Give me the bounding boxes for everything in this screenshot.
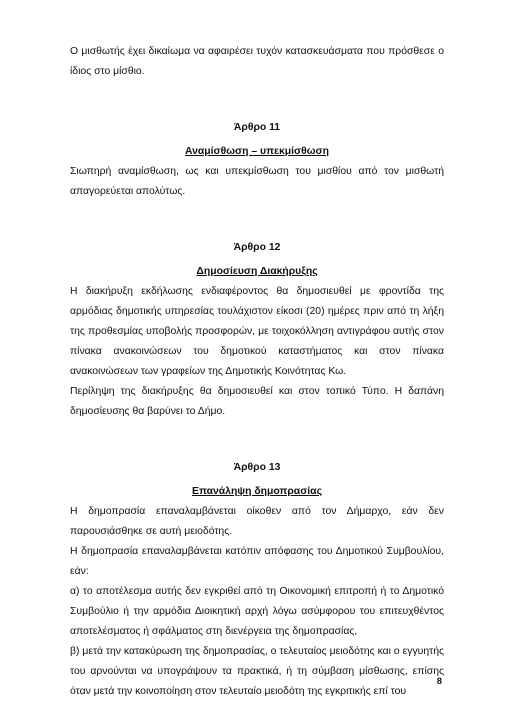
- article-12: [70, 238, 444, 422]
- article-13-title: Επανάληψη δημοπρασίας: [192, 486, 322, 497]
- article-11-heading: Άρθρο 11: [233, 122, 281, 133]
- article-12-paragraph-1: Η διακήρυξη εκδήλωσης ενδιαφέροντος θα δημοσιευθεί με φροντίδα της αρμόδιας δημοτικής υπηρεσίας τουλάχιστον είκοσι (20) ημέρες πριν από τη λήξη της προθεσμίας υποβολής προσφορών, με τοιχοκόλληση αντιγράφου αυτής στον πίνακα ανακοινώσεων του δημοτικού καταστήματος και στον πίνακα ανακοινώσεων των γραφείων της Δημοτικής Κοινότητας Κω.: [70, 286, 444, 377]
- article-11-title: Αναμίσθωση – υπεκμίσθωση: [185, 146, 329, 157]
- article-12-title: Δημοσίευση Διακήρυξης: [196, 266, 318, 277]
- paragraph-intro: Ο μισθωτής έχει δικαίωμα να αφαιρέσει τυχόν κατασκευάσματα που πρόσθεσε ο ίδιος στο μίσθιο.: [70, 46, 444, 77]
- page-number: 8: [436, 676, 442, 687]
- article-11-paragraph-1: Σιωπηρή αναμίσθωση, ως και υπεκμίσθωση του μισθίου από τον μισθωτή απαγορεύεται απολύτως.: [70, 166, 444, 197]
- article-13-heading: Άρθρο 13: [233, 462, 281, 473]
- article-13-paragraph-1: Η δημοπρασία επαναλαμβάνεται οίκοθεν από τον Δήμαρχο, εάν δεν παρουσιάσθηκε σε αυτή μειοδότης.: [70, 506, 444, 537]
- article-11: [70, 118, 444, 202]
- article-12-heading: Άρθρο 12: [233, 242, 281, 253]
- article-13-paragraph-4: β) μετά την κατακύρωση της δημοπρασίας, ο τελευταίος μειοδότης και ο εγγυητής του αρνούνται να υπογράψουν τα πρακτικά, ή τη σύμβαση μίσθωσης, επίσης όταν μετά την κοινοποίηση στον τελευταίο μειοδότη της εγκριτικής επί του: [70, 646, 444, 697]
- article-12-paragraph-2: Περίληψη της διακήρυξης θα δημοσιευθεί και στον τοπικό Τύπο. Η δαπάνη δημοσίευσης θα βαρύνει το Δήμο.: [70, 386, 444, 417]
- article-13-paragraph-2: Η δημοπρασία επαναλαμβάνεται κατόπιν απόφασης του Δημοτικού Συμβουλίου, εάν:: [70, 546, 444, 577]
- article-13: [70, 458, 444, 702]
- article-13-paragraph-3: α) το αποτέλεσμα αυτής δεν εγκριθεί από τη Οικονομική επιτροπή ή το Δημοτικό Συμβούλιο ή την αρμόδια Διοικητική αρχή λόγω ασύμφορου του επιτευχθέντος αποτελέσματος ή σφάλματος στη διενέργεια της δημοπρασίας,: [70, 586, 444, 637]
